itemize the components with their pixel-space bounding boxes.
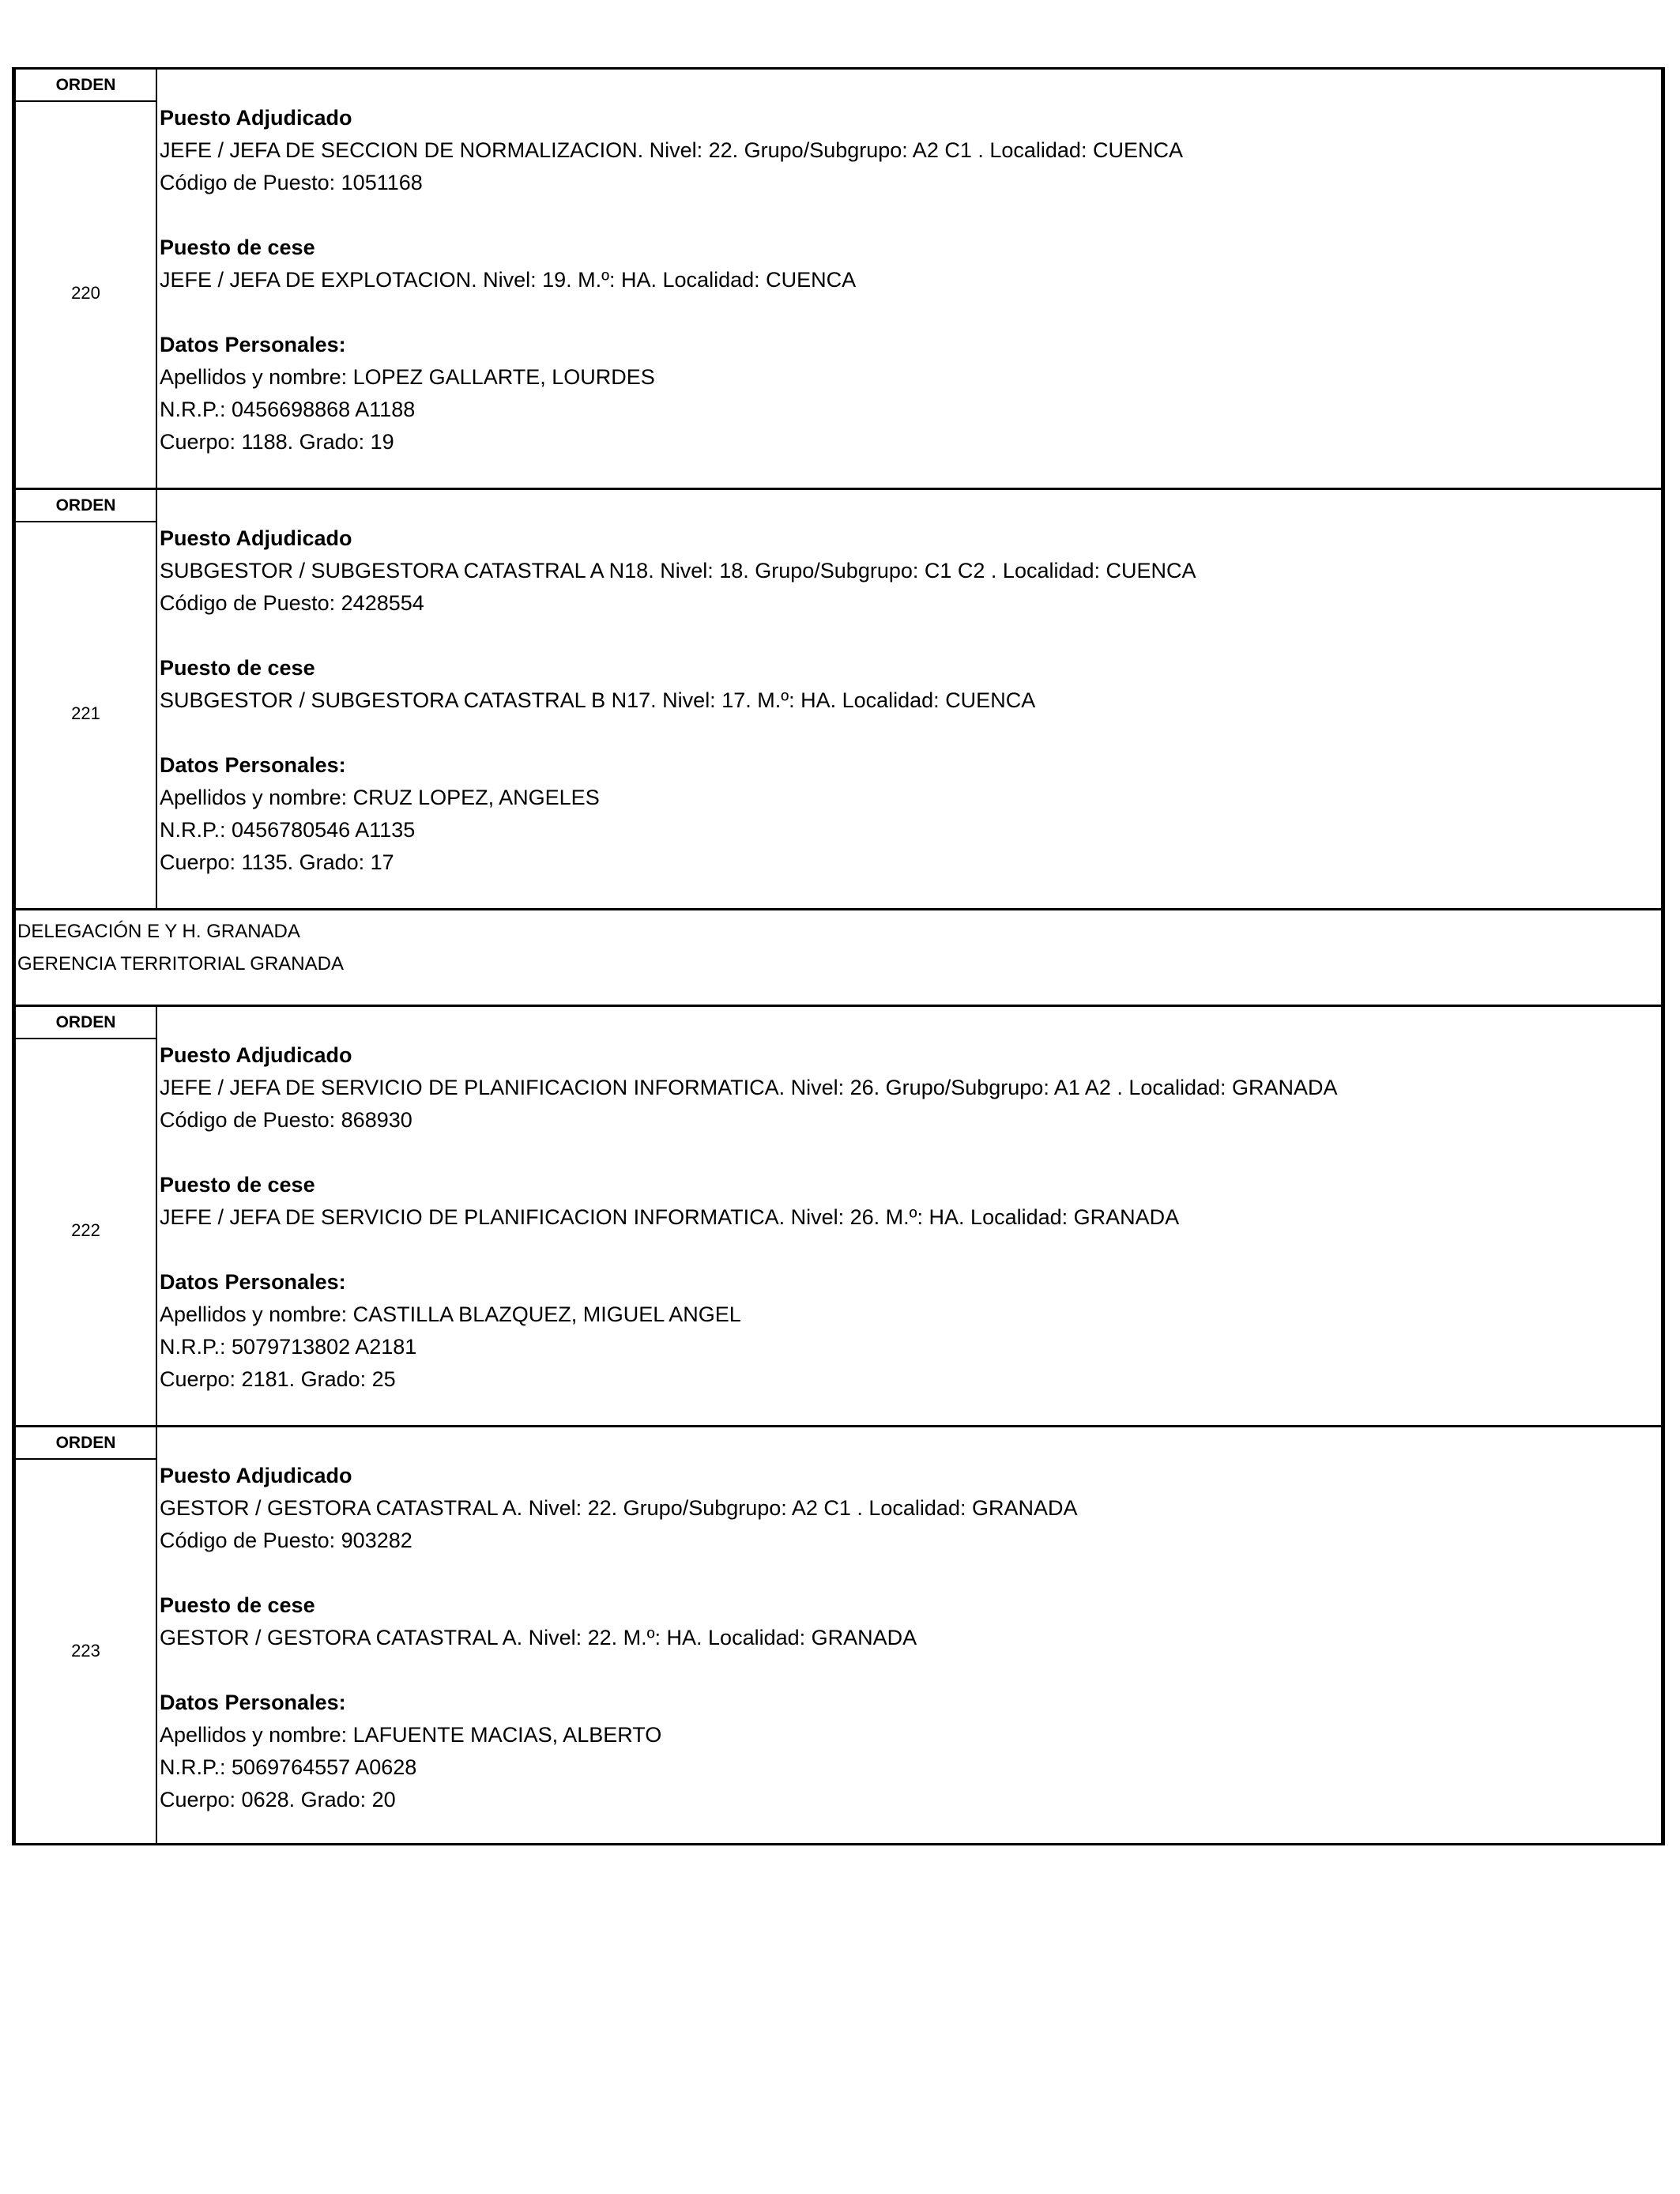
cuerpo-grado: Cuerpo: 1188. Grado: 19 (160, 430, 394, 454)
entry-details (160, 522, 1656, 879)
adjudicado-heading: Puesto Adjudicado (160, 526, 352, 550)
datos-heading: Datos Personales: (160, 1691, 346, 1714)
codigo-puesto: Código de Puesto: 1051168 (160, 171, 423, 194)
adjudicado-heading: Puesto Adjudicado (160, 1464, 352, 1487)
entry-details (160, 1039, 1656, 1396)
entry-221 (12, 488, 1665, 908)
apellidos-nombre: Apellidos y nombre: LOPEZ GALLARTE, LOURDES (160, 365, 655, 389)
cuerpo-grado: Cuerpo: 0628. Grado: 20 (160, 1788, 396, 1811)
orden-label: ORDEN (16, 490, 156, 522)
cese-description: SUBGESTOR / SUBGESTORA CATASTRAL B N17. Nivel: 17. M.º: HA. Localidad: CUENCA (160, 688, 1036, 712)
orden-column (16, 1427, 157, 1843)
adjudicado-description: JEFE / JEFA DE SERVICIO DE PLANIFICACION INFORMATICA. Nivel: 26. Grupo/Subgrupo: A1 A2 . Localidad: GRANADA (160, 1076, 1338, 1099)
adjudicado-description: GESTOR / GESTORA CATASTRAL A. Nivel: 22. Grupo/Subgrupo: A2 C1 . Localidad: GRANADA (160, 1496, 1078, 1520)
nrp: N.R.P.: 5079713802 A2181 (160, 1335, 417, 1359)
orden-number: 221 (71, 703, 100, 723)
nrp: N.R.P.: 5069764557 A0628 (160, 1755, 417, 1779)
nrp: N.R.P.: 0456698868 A1188 (160, 398, 416, 421)
codigo-puesto: Código de Puesto: 868930 (160, 1108, 412, 1132)
orden-column (16, 490, 157, 908)
adjudicado-heading: Puesto Adjudicado (160, 1043, 352, 1067)
entry-223 (12, 1425, 1665, 1845)
adjudicado-description: JEFE / JEFA DE SECCION DE NORMALIZACION. Nivel: 22. Grupo/Subgrupo: A2 C1 . Localidad: CUENCA (160, 138, 1183, 162)
datos-heading: Datos Personales: (160, 333, 346, 356)
orden-label: ORDEN (16, 1427, 156, 1460)
adjudicado-heading: Puesto Adjudicado (160, 106, 352, 130)
nrp: N.R.P.: 0456780546 A1135 (160, 818, 416, 842)
entry-222 (12, 1005, 1665, 1425)
adjudicado-description: SUBGESTOR / SUBGESTORA CATASTRAL A N18. Nivel: 18. Grupo/Subgrupo: C1 C2 . Localidad: CUENCA (160, 559, 1196, 582)
cese-description: JEFE / JEFA DE SERVICIO DE PLANIFICACION INFORMATICA. Nivel: 26. M.º: HA. Localidad: GRANADA (160, 1205, 1180, 1229)
cese-heading: Puesto de cese (160, 656, 315, 680)
apellidos-nombre: Apellidos y nombre: CASTILLA BLAZQUEZ, MIGUEL ANGEL (160, 1302, 741, 1326)
cese-description: GESTOR / GESTORA CATASTRAL A. Nivel: 22. M.º: HA. Localidad: GRANADA (160, 1626, 917, 1649)
orden-label: ORDEN (16, 1007, 156, 1039)
entry-220 (12, 67, 1665, 488)
section-header-granada (12, 908, 1665, 1005)
orden-number: 222 (71, 1220, 100, 1240)
orden-column (16, 70, 157, 488)
orden-label: ORDEN (16, 70, 156, 102)
cese-heading: Puesto de cese (160, 1173, 315, 1197)
cese-description: JEFE / JEFA DE EXPLOTACION. Nivel: 19. M.º: HA. Localidad: CUENCA (160, 268, 857, 292)
orden-number: 223 (71, 1641, 100, 1661)
datos-heading: Datos Personales: (160, 753, 346, 777)
apellidos-nombre: Apellidos y nombre: LAFUENTE MACIAS, ALBERTO (160, 1723, 662, 1747)
orden-column (16, 1007, 157, 1425)
document-table (12, 67, 1665, 1845)
cuerpo-grado: Cuerpo: 2181. Grado: 25 (160, 1367, 396, 1391)
gerencia-label: GERENCIA TERRITORIAL GRANADA (17, 953, 344, 974)
datos-heading: Datos Personales: (160, 1270, 346, 1294)
entry-details (160, 102, 1656, 458)
orden-number: 220 (71, 283, 100, 303)
cese-heading: Puesto de cese (160, 1593, 315, 1617)
codigo-puesto: Código de Puesto: 903282 (160, 1529, 412, 1552)
cese-heading: Puesto de cese (160, 236, 315, 259)
apellidos-nombre: Apellidos y nombre: CRUZ LOPEZ, ANGELES (160, 786, 600, 809)
cuerpo-grado: Cuerpo: 1135. Grado: 17 (160, 850, 394, 874)
entry-details (160, 1460, 1656, 1816)
codigo-puesto: Código de Puesto: 2428554 (160, 591, 424, 615)
delegacion-label: DELEGACIÓN E Y H. GRANADA (17, 921, 300, 942)
